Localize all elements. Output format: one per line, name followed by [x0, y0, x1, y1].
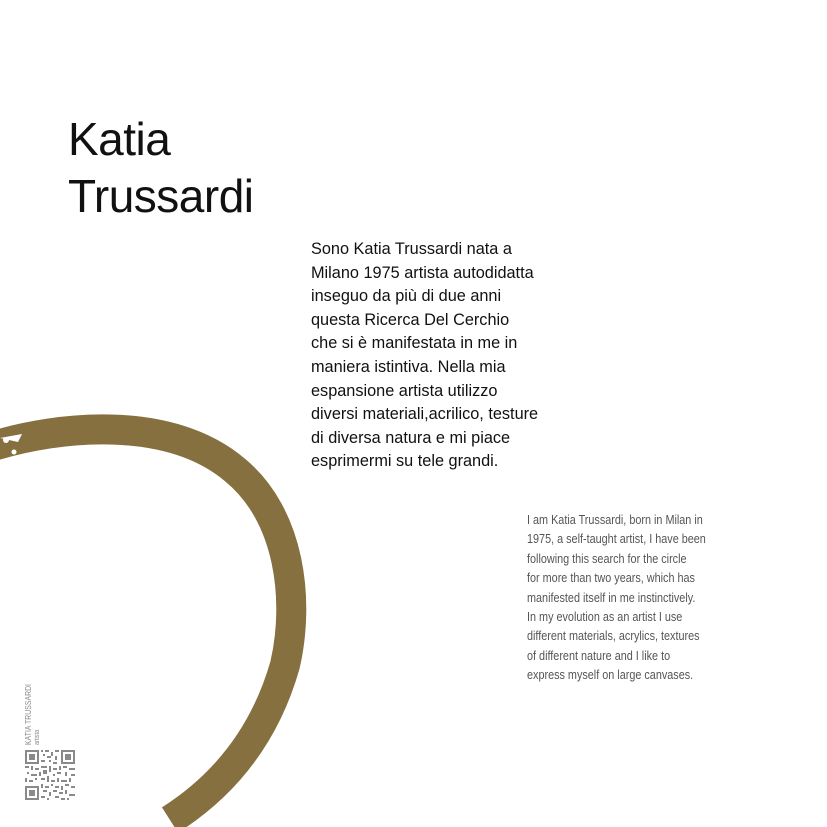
english-bio-line: I am Katia Trussardi, born in Milan in — [527, 513, 703, 527]
italian-bio-line: Milano 1975 artista autodidatta — [311, 263, 534, 282]
italian-bio-line: Sono Katia Trussardi nata a — [311, 240, 512, 258]
italian-bio-line: che si è manifestata in me in — [311, 334, 518, 353]
title-line-first-name: Katia — [68, 113, 171, 165]
italian-bio-line: questa Ricerca Del Cerchio — [311, 310, 510, 329]
title-line-last-name: Trussardi — [68, 170, 254, 222]
italian-bio-line: inseguo da più di due anni — [311, 287, 502, 306]
side-label-role: artista — [34, 729, 41, 745]
english-bio-line: following this search for the circle — [527, 551, 687, 566]
english-bio-line: for more than two years, which has — [527, 571, 695, 586]
italian-bio-line: diversi materiali,acrilico, testure — [311, 405, 539, 424]
english-bio-line: In my evolution as an artist I use — [527, 610, 683, 625]
english-bio-line: manifested itself in me instinctively. — [527, 590, 696, 605]
italian-bio-line: maniera istintiva. Nella mia — [311, 357, 506, 376]
italian-bio-line: espansione artista utilizzo — [311, 381, 498, 400]
italian-bio-line: di diversa natura e mi piace — [311, 428, 511, 447]
italian-bio-line: esprimermi su tele grandi. — [311, 452, 499, 471]
english-bio-line: different materials, acrylics, textures — [527, 629, 700, 644]
english-bio-line: of different nature and I like to — [527, 648, 671, 663]
artist-side-label — [23, 669, 42, 745]
english-bio-line: express myself on large canvases. — [527, 668, 694, 683]
english-bio-line: 1975, a self-taught artist, I have been — [527, 532, 706, 547]
qr-code[interactable] — [25, 750, 75, 800]
side-label-name: KATIA TRUSSARDI — [23, 683, 33, 745]
